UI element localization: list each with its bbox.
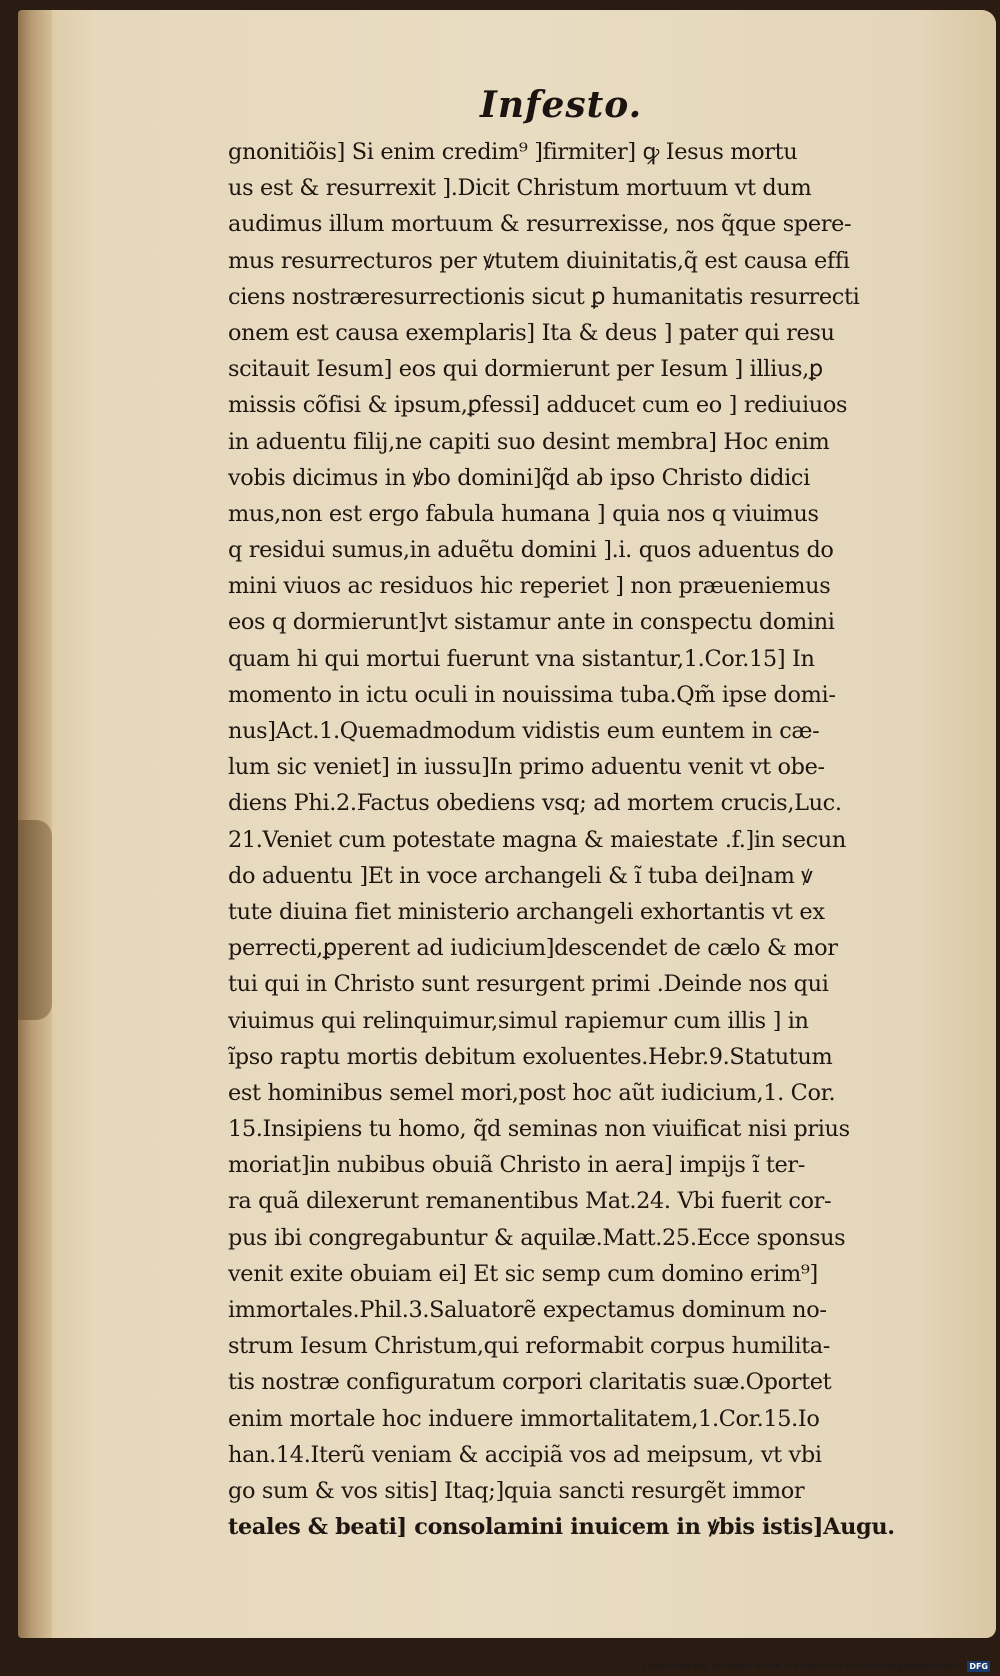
text-line: est hominibus semel mori,post hoc aũt iudicium,1. Cor. bbox=[228, 1079, 836, 1106]
text-line: q residui sumus,in aduẽtu domini ].i. quos aduentus do bbox=[228, 537, 834, 564]
text-line: pus ibi congregabuntur & aquilæ.Matt.25.Ecce sponsus bbox=[228, 1224, 846, 1251]
text-line: mini viuos ac residuos hic reperiet ] non præueniemus bbox=[228, 573, 831, 600]
text-line: go sum & vos sitis] Itaq;]quia sancti resurgẽt immor bbox=[228, 1477, 805, 1504]
page-body-text bbox=[228, 134, 948, 1541]
credit-text: Digitalisierung gefördert durch die Deutsche Forschungsgemeinschaft · bbox=[642, 1662, 965, 1672]
text-line: strum Iesum Christum,qui reformabit corpus humilita- bbox=[228, 1333, 830, 1360]
text-line: in aduentu filij,ne capiti suo desint membra] Hoc enim bbox=[228, 428, 830, 455]
text-line: viuimus qui relinquimur,simul rapiemur cum illis ] in bbox=[228, 1007, 809, 1034]
text-line: mus resurrecturos per ꝟtutem diuinitatis,q̃ est causa effi bbox=[228, 247, 850, 274]
text-line: missis cõfisi & ipsum,ꝑfessi] adducet cum eo ] rediuiuos bbox=[228, 392, 848, 419]
text-line: momento in ictu oculi in nouissima tuba.Qm̃ ipse domi- bbox=[228, 681, 836, 708]
text-line: eos q dormierunt]vt sistamur ante in conspectu domini bbox=[228, 609, 835, 636]
text-line: perrecti,ꝑperent ad iudicium]descendet de cælo & mor bbox=[228, 935, 838, 962]
text-line: scitauit Iesum] eos qui dormierunt per Iesum ] illius,ꝑ bbox=[228, 356, 823, 383]
text-line: do aduentu ]Et in voce archangeli & ĩ tuba dei]nam ꝟ bbox=[228, 862, 813, 889]
running-header: Infesto. bbox=[480, 84, 643, 126]
text-line: venit exite obuiam ei] Et sic semp cum domino erim⁹] bbox=[228, 1260, 818, 1287]
text-line: enim mortale hoc induere immortalitatem,1.Cor.15.Io bbox=[228, 1405, 820, 1432]
digitization-credit bbox=[643, 1660, 990, 1674]
text-line: gnonitiõis] Si enim credim⁹ ]firmiter] ꝙ Iesus mortu bbox=[228, 139, 798, 165]
text-line: moriat]in nubibus obuiã Christo in aera] impijs ĩ ter- bbox=[228, 1152, 805, 1179]
text-line: 21.Veniet cum potestate magna & maiestate .f.]in secun bbox=[228, 826, 846, 853]
text-line: 15.Insipiens tu homo, q̃d seminas non viuificat nisi prius bbox=[228, 1116, 850, 1143]
text-line: quam hi qui mortui fuerunt vna sistantur,1.Cor.15] In bbox=[228, 645, 815, 672]
text-line: tui qui in Christo sunt resurgent primi .Deinde nos qui bbox=[228, 971, 829, 998]
text-line: ciens nostræresurrectionis sicut ꝑ humanitatis resurrecti bbox=[228, 283, 860, 310]
text-line: onem est causa exemplaris] Ita & deus ] pater qui resu bbox=[228, 319, 835, 346]
text-line: tis nostræ configuratum corpori claritatis suæ.Oportet bbox=[228, 1369, 832, 1396]
text-line: tute diuina fiet ministerio archangeli exhortantis vt ex bbox=[228, 898, 825, 925]
dfg-logo: DFG bbox=[969, 1662, 988, 1671]
text-line: teales & beati] consolamini inuicem in ꝟbis istis]Augu. bbox=[228, 1514, 895, 1541]
text-line: mus,non est ergo fabula humana ] quia nos q viuimus bbox=[228, 500, 819, 527]
text-line: ra quã dilexerunt remanentibus Mat.24. Vbi fuerit cor- bbox=[228, 1188, 832, 1215]
text-line: immortales.Phil.3.Saluatorẽ expectamus dominum no- bbox=[228, 1297, 827, 1323]
text-line: nus]Act.1.Quemadmodum vidistis eum euntem in cæ- bbox=[228, 718, 820, 744]
page-clip bbox=[18, 820, 52, 1020]
text-line: lum sic veniet] in iussu]In primo aduentu venit vt obe- bbox=[228, 754, 825, 781]
text-line: han.14.Iterũ veniam & accipiã vos ad meipsum, vt vbi bbox=[228, 1441, 822, 1468]
text-line: vobis dicimus in ꝟbo domini]q̃d ab ipso Christo didici bbox=[228, 464, 810, 491]
text-line: us est & resurrexit ].Dicit Christum mortuum vt dum bbox=[228, 175, 812, 202]
text-line: ĩpso raptu mortis debitum exoluentes.Hebr.9.Statutum bbox=[228, 1043, 833, 1070]
text-line: audimus illum mortuum & resurrexisse, nos q̃que spere- bbox=[228, 211, 852, 238]
text-line: diens Phi.2.Factus obediens vsq; ad mortem crucis,Luc. bbox=[228, 790, 842, 817]
